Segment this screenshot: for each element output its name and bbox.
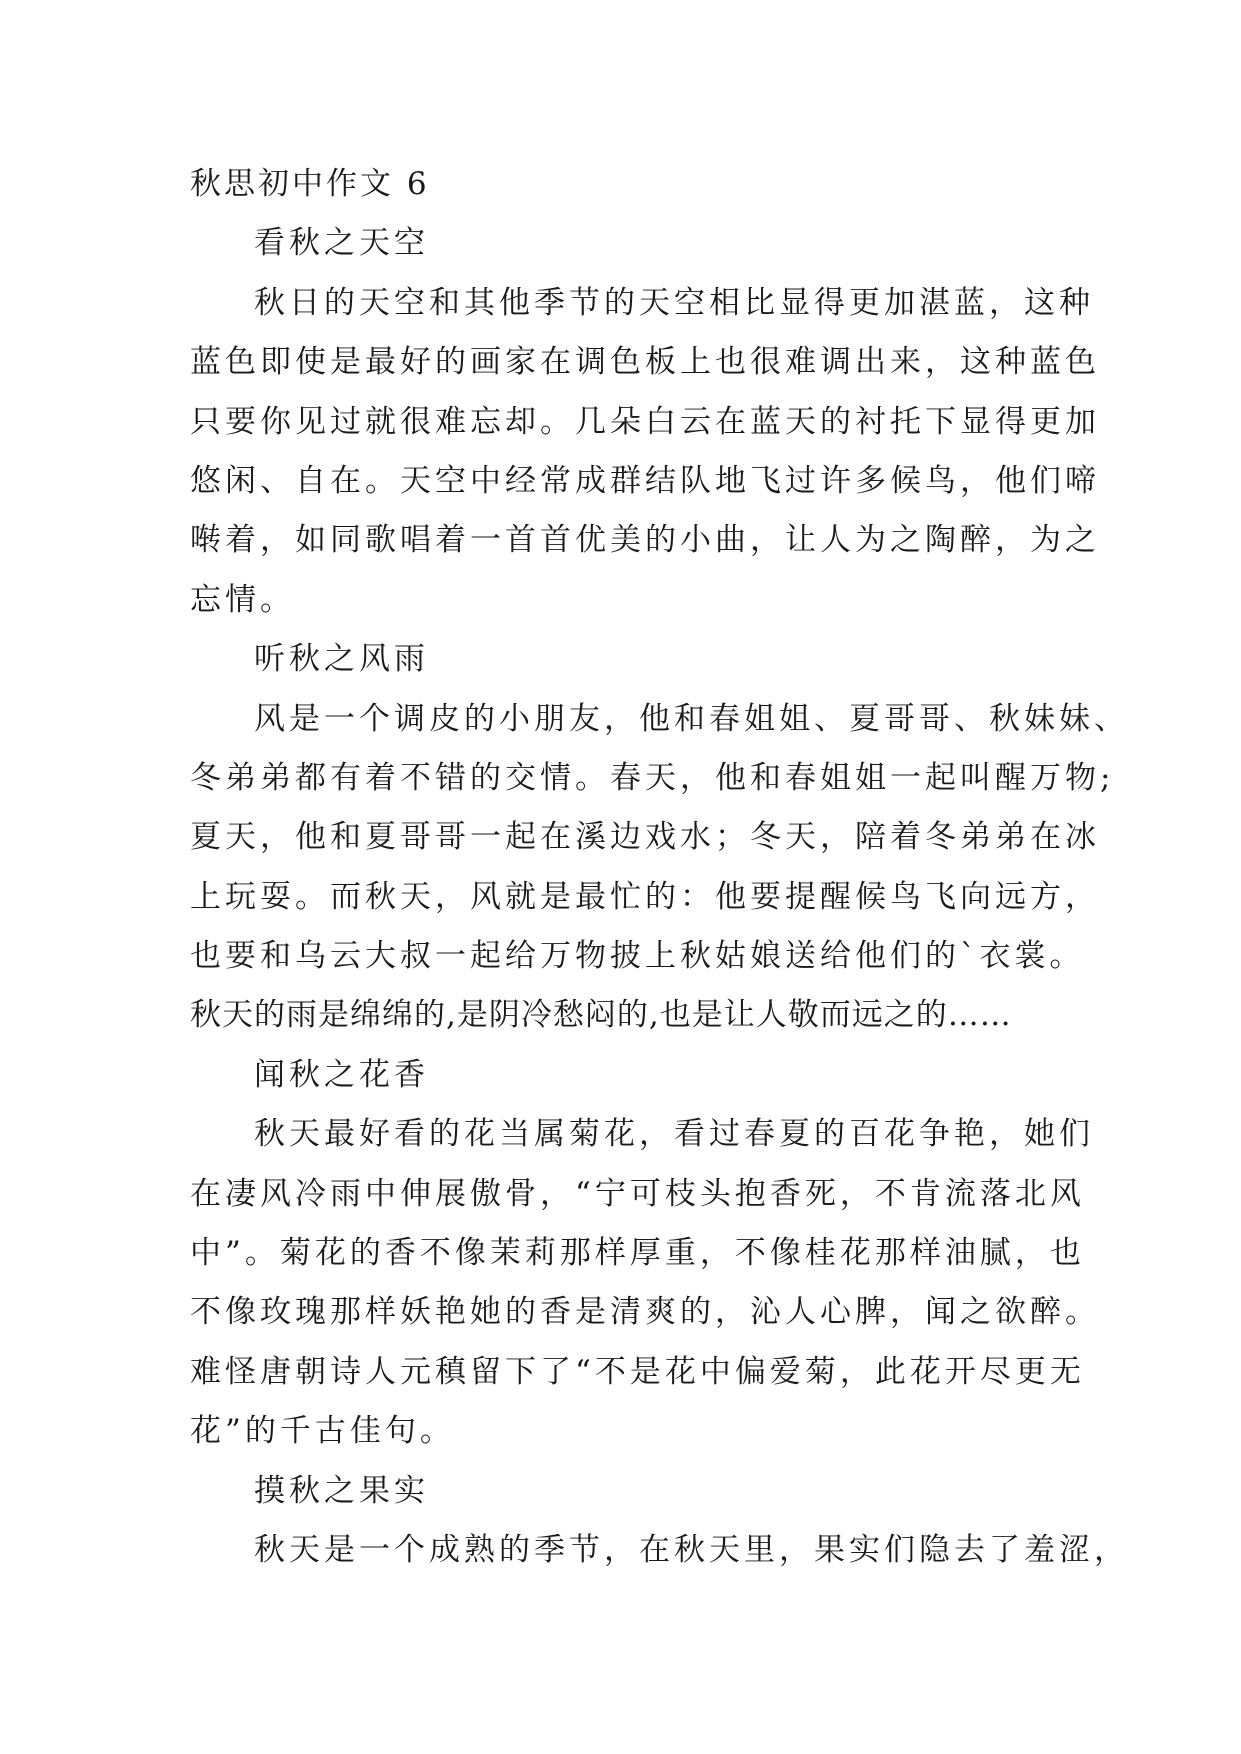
paragraph-line: 啭着，如同歌唱着一首首优美的小曲，让人为之陶醉，为之: [190, 522, 1100, 559]
section-heading: 听秋之风雨: [254, 641, 429, 678]
paragraph-line: 风是一个调皮的小朋友，他和春姐姐、夏哥哥、秋妹妹、: [254, 700, 1129, 737]
paragraph-line: 中”。菊花的香不像茉莉那样厚重，不像桂花那样油腻，也: [190, 1235, 1085, 1272]
paragraph-line: 上玩耍。而秋天，风就是最忙的：他要提醒候鸟飞向远方，: [190, 878, 1100, 915]
paragraph-line: 秋天的雨是绵绵的,是阴冷愁闷的,也是让人敬而远之的……: [190, 997, 1012, 1034]
paragraph-line: 悠闲、自在。天空中经常成群结队地飞过许多候鸟，他们啼: [190, 462, 1100, 499]
paragraph-line: 夏天，他和夏哥哥一起在溪边戏水；冬天，陪着冬弟弟在冰: [190, 819, 1100, 856]
paragraph-line: 忘情。: [190, 581, 295, 618]
paragraph-line: 秋天是一个成熟的季节，在秋天里，果实们隐去了羞涩，: [254, 1531, 1129, 1568]
document-body: [190, 155, 1129, 1580]
section-heading: 看秋之天空: [254, 225, 429, 262]
paragraph-line: 也要和乌云大叔一起给万物披上秋姑娘送给他们的`衣裳。: [190, 938, 1085, 975]
paragraph-line: 花”的千古佳句。: [190, 1413, 455, 1450]
paragraph-line: 只要你见过就很难忘却。几朵白云在蓝天的衬托下显得更加: [190, 403, 1100, 440]
section-heading: 摸秋之果实: [254, 1472, 429, 1509]
paragraph-line: 不像玫瑰那样妖艳她的香是清爽的，沁人心脾，闻之欲醉。: [190, 1294, 1100, 1331]
paragraph-line: 蓝色即使是最好的画家在调色板上也很难调出来，这种蓝色: [190, 344, 1100, 381]
paragraph-line: 秋天最好看的花当属菊花，看过春夏的百花争艳，她们: [254, 1116, 1094, 1153]
document-title: 秋思初中作文 6: [190, 166, 430, 202]
paragraph-line: 冬弟弟都有着不错的交情。春天，他和春姐姐一起叫醒万物;: [190, 759, 1115, 796]
paragraph-line: 在凄风冷雨中伸展傲骨，“宁可枝头抱香死，不肯流落北风: [190, 1175, 1085, 1212]
paragraph-line: 秋日的天空和其他季节的天空相比显得更加湛蓝，这种: [254, 284, 1094, 321]
paragraph-line: 难怪唐朝诗人元稹留下了“不是花中偏爱菊，此花开尽更无: [190, 1353, 1085, 1390]
section-heading: 闻秋之花香: [254, 1056, 429, 1093]
